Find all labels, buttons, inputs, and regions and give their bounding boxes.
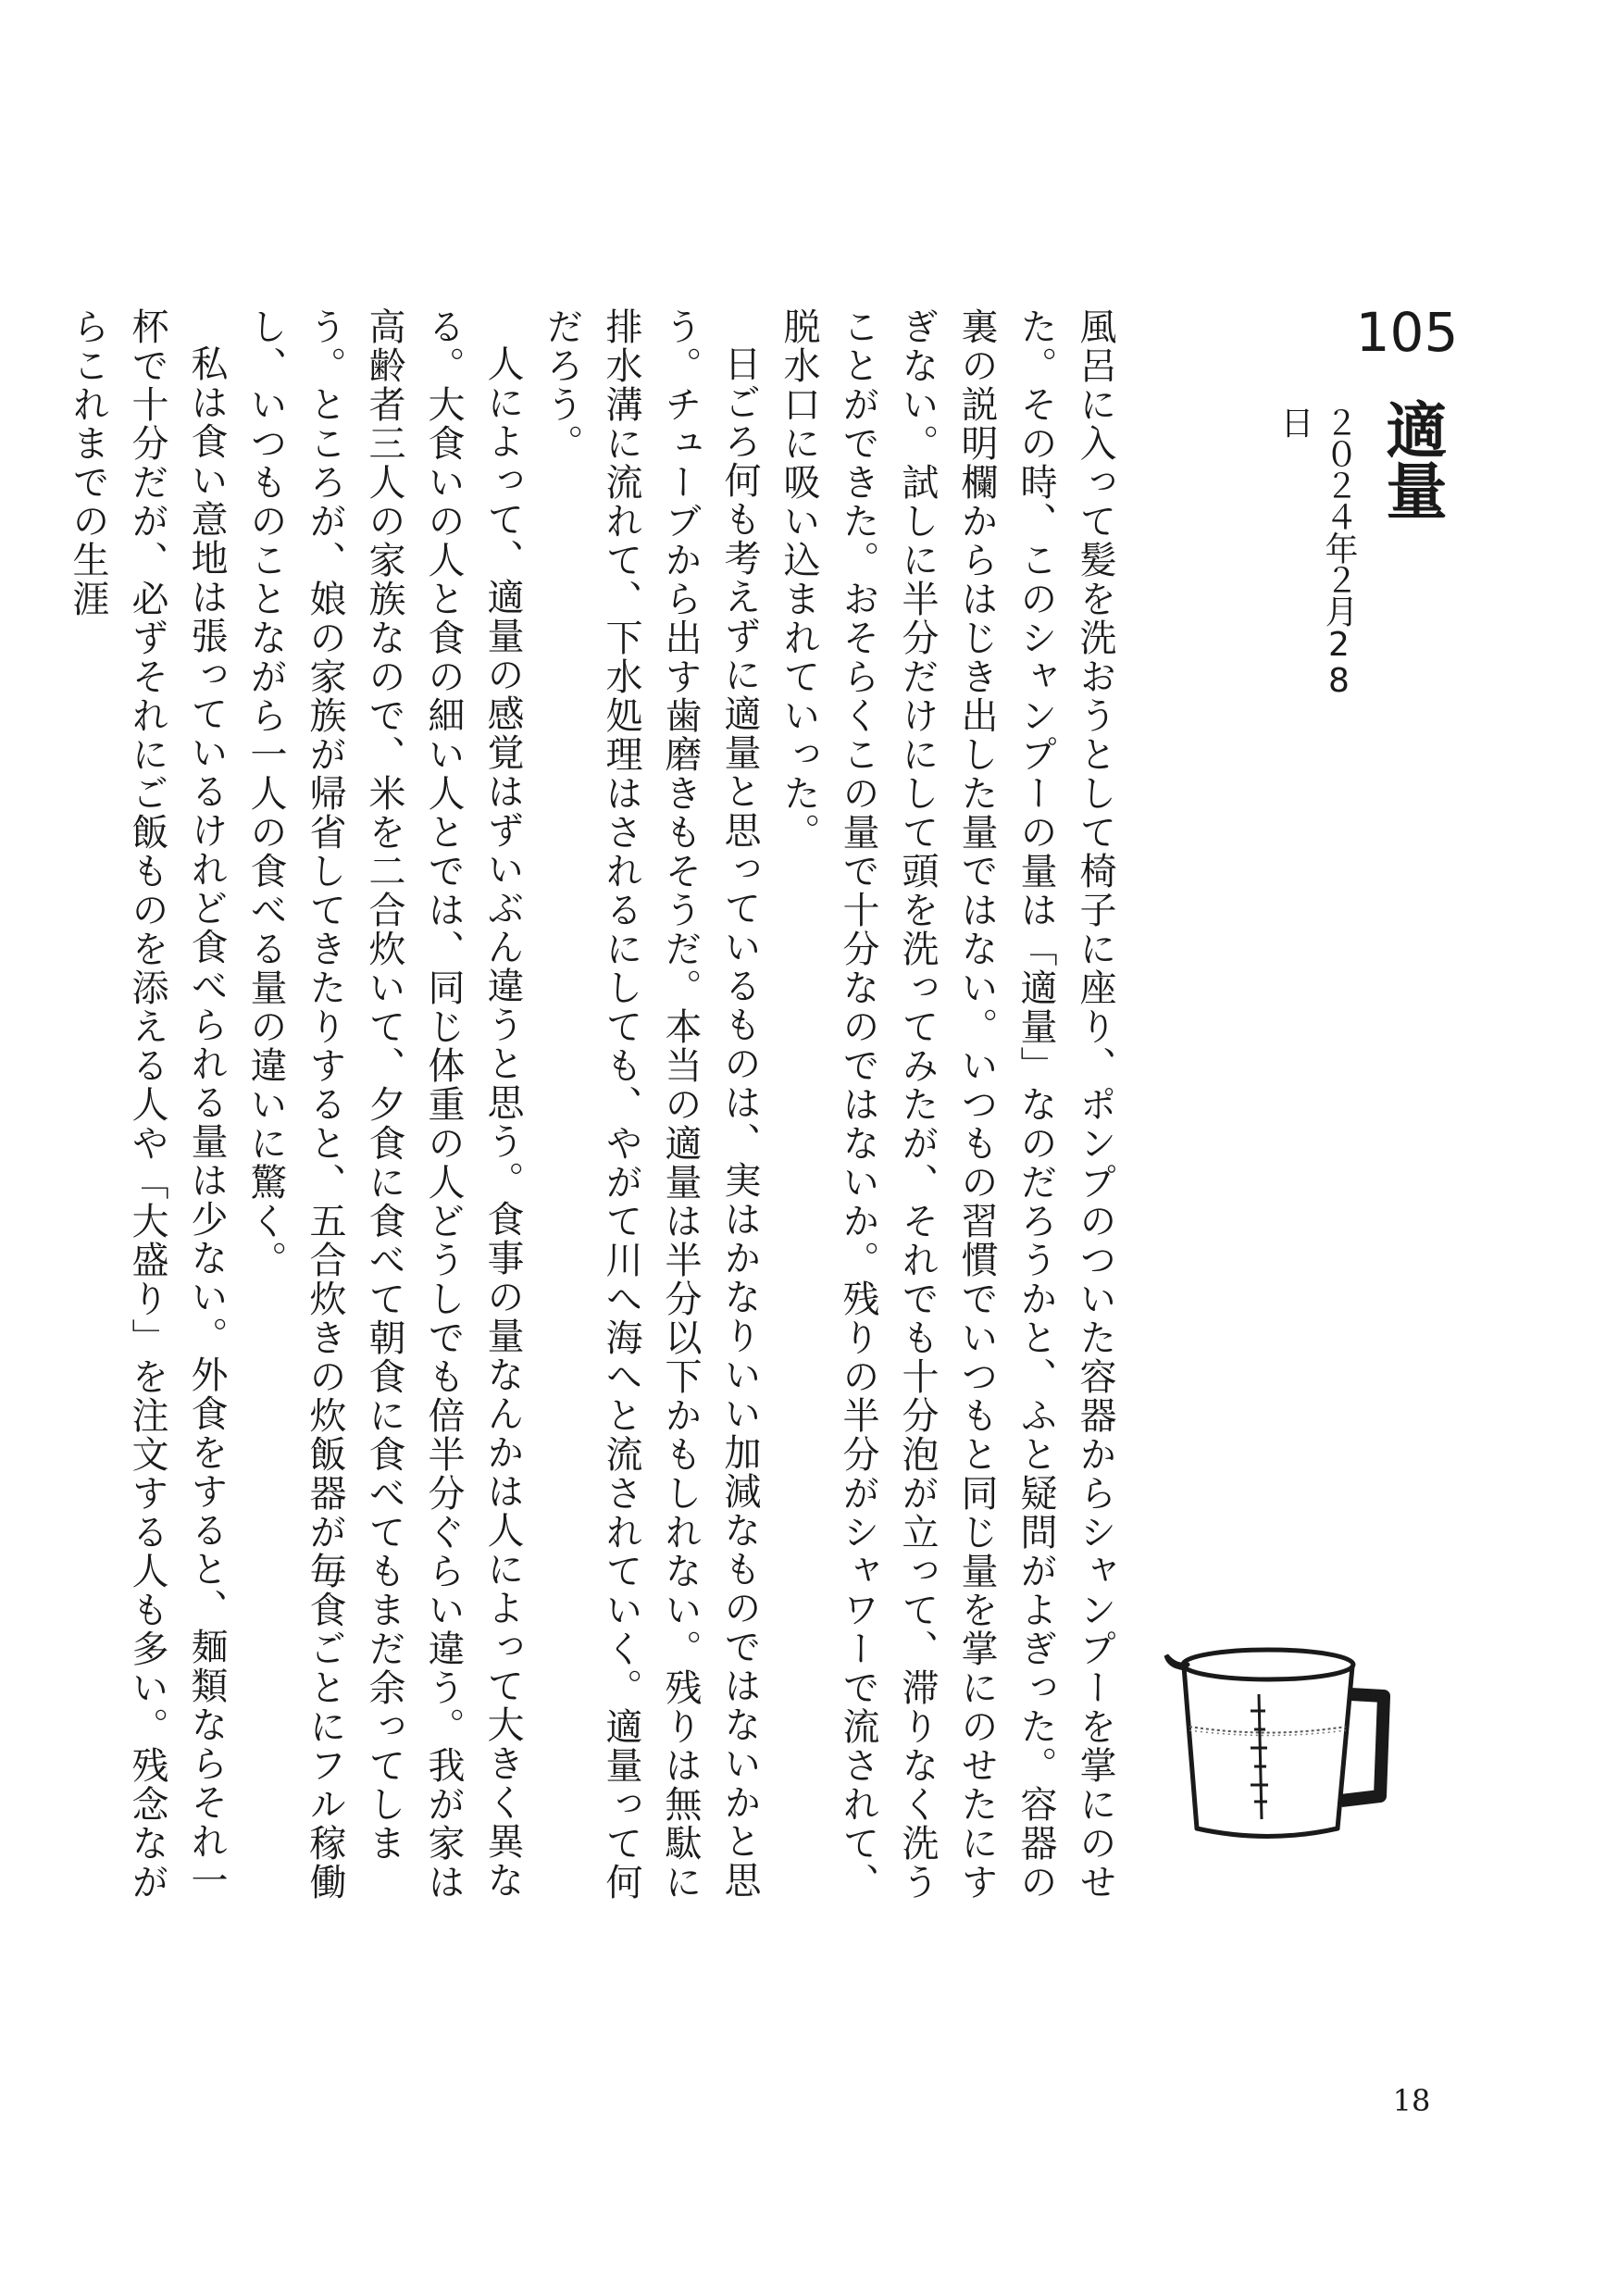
paragraph: 人によって、適量の感覚はずいぶん違うと思う。食事の量なんかは人によって大きく異なる。大食いの人と食の細い人とでは、同じ体重の人どうしでも倍半分ぐらい違う。我が家は高齢者三人の家族なので、米を二合炊いて、夕食に食べて朝食に食べてもまだ余ってしまう。ところが、娘の家族が帰省してきたりすると、五合炊きの炊飯器が毎食ごとにフル稼働し、いつものことながら一人の食べる量の違いに驚く。 [244, 307, 524, 1902]
paragraph: 日ごろ何も考えずに適量と思っているものは、実はかなりいい加減なものではないかと思う。チューブから出す歯磨きもそうだ。本当の適量は半分以下かもしれない。残りは無駄に排水溝に流れて、下水処理はされるにしても、やがて川へ海へと流されていく。適量って何だろう。 [541, 307, 761, 1902]
paragraph: 私は食い意地は張っているけれど食べられる量は少ない。外食をすると、麺類ならそれ一杯で十分だが、必ずそれにご飯ものを添える人や「大盛り」を注文する人も多い。残念ながらこれまでの生涯 [67, 307, 228, 1902]
page-number: 18 [1392, 2083, 1431, 2118]
chapter-number: 105 [1355, 301, 1459, 364]
chapter-date: ２０２４年２月28日 [1276, 406, 1358, 698]
measuring-cup-icon [1162, 1639, 1393, 1852]
essay-body [67, 307, 1125, 1909]
chapter-title: 適量 [1375, 398, 1448, 520]
paragraph: 風呂に入って髪を洗おうとして椅子に座り、ポンプのついた容器からシャンプーを掌にのせた。その時、このシャンプーの量は「適量」なのだろうかと、ふと疑問がよぎった。容器の裏の説明欄からはじき出した量ではない。いつもの習慣でいつもと同じ量を掌にのせたにすぎない。試しに半分だけにして頭を洗ってみたが、それでも十分泡が立って、滞りなく洗うことができた。おそらくこの量で十分なのではないか。残りの半分がシャワーで流されて、脱水口に吸い込まれていった。 [778, 307, 1116, 1902]
